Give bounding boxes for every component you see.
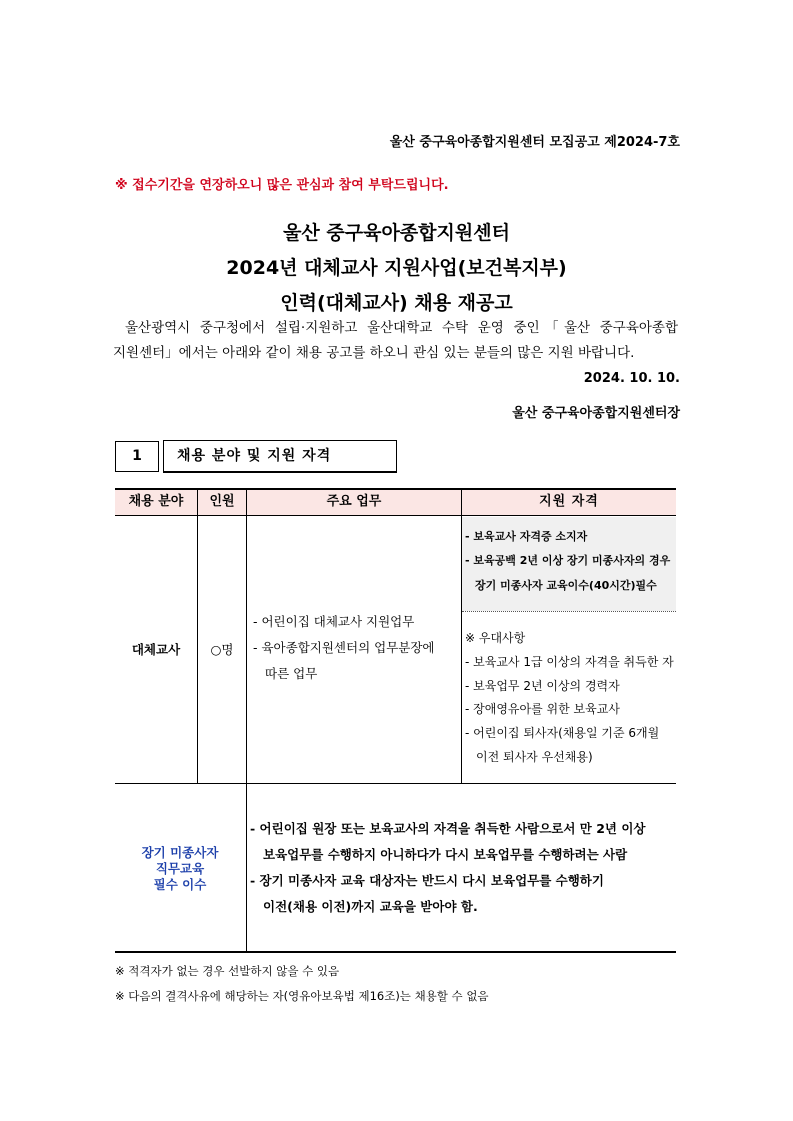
headcount: ○명 [210,642,234,657]
education-requirement-line: - 어린이집 원장 또는 보육교사의 자격을 취득한 사람으로서 만 2년 이상 [250,821,646,836]
intro-paragraph [113,316,678,366]
notice-number: 울산 중구육아종합지원센터 모집공고 제2024-7호 [389,135,680,150]
header-field: 채용 분야 [128,494,184,509]
col-divider-1 [197,489,198,784]
long-term-education-label [115,845,245,893]
section-number: 1 [115,441,159,472]
duty-line: - 육아종합지원센터의 업무분장에 [253,640,435,655]
issuer: 울산 중구육아종합지원센터장 [512,406,680,421]
title-program: 2024년 대체교사 지원사업(보건복지부) [226,257,567,279]
requirement-line: - 보육교사 자격증 소지자 [465,530,588,543]
footnote-no-qualified: ※ 적격자가 없는 경우 선발하지 않을 수 있음 [115,964,340,978]
col-divider-3 [461,489,462,784]
qualification-dotted-divider [462,611,676,612]
education-requirement-line: - 장기 미종사자 교육 대상자는 반드시 다시 보육업무를 수행하기 [250,873,604,888]
footnote-disqualification: ※ 다음의 결격사유에 해당하는 자(영유아보육법 제16조)는 채용할 수 없음 [115,989,489,1003]
preferred-line: - 보육교사 1급 이상의 자격을 취득한 자 [465,655,674,669]
requirement-line: - 보육공백 2년 이상 장기 미종사자의 경우 [465,554,671,567]
header-count: 인원 [209,494,235,509]
label-line: 필수 이수 [153,877,207,892]
header-qualifications: 지원 자격 [539,494,599,509]
preferred-line: - 어린이집 퇴사자(채용일 기준 6개월 [465,726,660,740]
label-line: 장기 미종사자 [141,845,219,860]
preferred-line: 이전 퇴사자 우선채용) [476,750,593,764]
table-bottom-border [115,951,676,953]
extension-notice: ※ 접수기간을 연장하오니 많은 관심과 참여 부탁드립니다. [115,178,449,193]
preferred-line: - 장애영유아를 위한 보육교사 [465,702,620,716]
preferred-title: ※ 우대사항 [465,631,526,645]
title-center-name: 울산 중구육아종합지원센터 [283,222,510,244]
intro-line-2: 지원센터」에서는 아래와 같이 채용 공고를 하오니 관심 있는 분들의 많은 지원 바랍니다. [113,345,635,361]
header-duties: 주요 업무 [326,494,382,509]
table-header-divider [115,515,676,516]
requirement-line: 장기 미종사자 교육이수(40시간)필수 [475,579,657,592]
preferred-line: - 보육업무 2년 이상의 경력자 [465,679,620,693]
intro-line-1: 울산광역시 중구청에서 설립·지원하고 울산대학교 수탁 운영 중인「울산 중구육아종합 [125,320,678,336]
duty-line: - 어린이집 대체교사 지원업무 [253,614,415,629]
table-row-divider [115,783,676,784]
field-substitute-teacher: 대체교사 [131,642,181,657]
label-line: 직무교육 [155,861,205,876]
section-title: 채용 분야 및 지원 자격 [163,440,397,473]
education-requirement-line: 이전(채용 이전)까지 교육을 받아야 함. [263,899,478,914]
title-recruitment: 인력(대체교사) 채용 재공고 [280,292,513,314]
announcement-date: 2024. 10. 10. [583,371,680,386]
education-requirement-line: 보육업무를 수행하지 아니하다가 다시 보육업무를 수행하려는 사람 [263,847,628,862]
col-divider-2 [246,489,247,952]
duty-line: 따른 업무 [265,666,318,681]
